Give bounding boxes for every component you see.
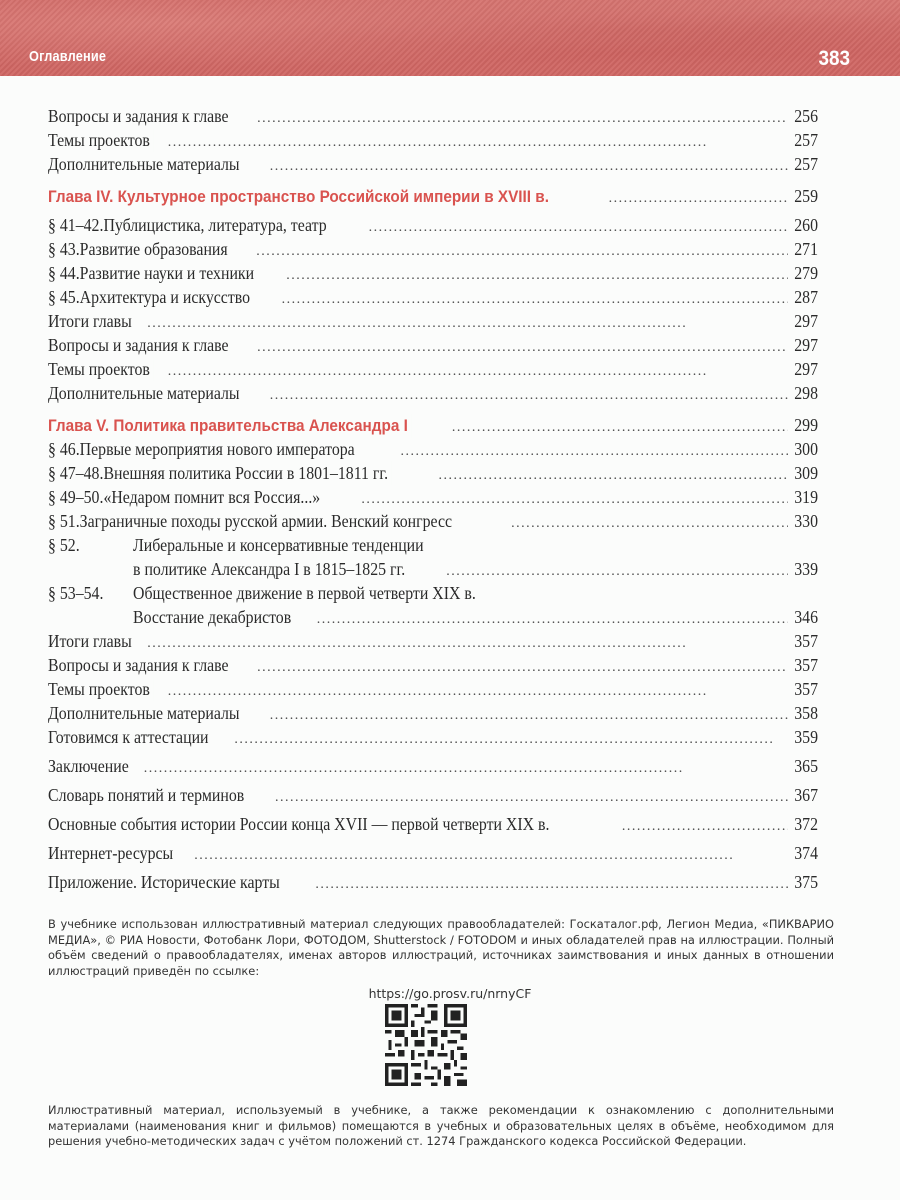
- chapter-title: Глава IV. Культурное пространство Российской империи в XVIII в.: [48, 185, 553, 209]
- section-number: § 46.: [48, 439, 80, 459]
- dot-leader: [270, 384, 788, 408]
- toc-entry[interactable]: Итоги главы . . . 357: [48, 629, 818, 653]
- toc-section[interactable]: § 45.Архитектура и искусство . . . 287: [48, 285, 818, 309]
- toc-section[interactable]: § 51.Заграничные походы русской армии. Венский конгресс . . . 330: [48, 509, 818, 533]
- page-ref: 358: [792, 701, 818, 725]
- chapter-title: Глава V. Политика правительства Александра I: [48, 414, 411, 438]
- toc-section[interactable]: § 44.Развитие науки и техники . . . 279: [48, 261, 818, 285]
- qr-code-icon[interactable]: [385, 1004, 467, 1086]
- dot-leader: [622, 815, 788, 839]
- page-ref: 374: [792, 841, 818, 865]
- page-ref: 279: [792, 261, 818, 285]
- toc-chapter-4[interactable]: [48, 184, 818, 208]
- toc-entry[interactable]: Вопросы и задания к главе . . . 357: [48, 653, 818, 677]
- page-ref: 260: [792, 213, 818, 237]
- page-ref: 299: [792, 413, 818, 437]
- section-number: § 44.: [48, 263, 80, 283]
- toc-section[interactable]: § 53–54. Общественное движение в первой четверти XIX в. Восстание декабристов . . . 346: [48, 581, 818, 629]
- page-number: 383: [818, 47, 850, 70]
- page-ref: 357: [792, 629, 818, 653]
- dot-leader: [609, 187, 788, 211]
- page-ref: 339: [792, 557, 818, 581]
- page-ref: 287: [792, 285, 818, 309]
- page-ref: 298: [792, 381, 818, 405]
- page-ref: 271: [792, 237, 818, 261]
- page-ref: 365: [792, 754, 818, 778]
- page-ref: 367: [792, 783, 818, 807]
- toc-entry[interactable]: Темы проектов . . . 357: [48, 677, 818, 701]
- page-ref: 256: [792, 104, 818, 128]
- toc-entry[interactable]: Темы проектов . . . 297: [48, 357, 818, 381]
- header-band: [0, 0, 900, 76]
- section-title: Оглавление: [29, 48, 107, 65]
- legal-note: Иллюстративный материал, используемый в учебнике, а также рекомендации к ознакомлению с дополнительными материалами (наименования книг и фильмов) помещаются в учебных и образовательных целях в объёме, необходимом для решения учебно-методических задач с учётом положений ст. 1274 Гражданского кодекса Российской Федерации.: [48, 1103, 834, 1148]
- page-ref: 346: [792, 605, 818, 629]
- page-ref: 257: [792, 128, 818, 152]
- toc-section[interactable]: § 41–42.Публицистика, литература, театр . . . 260: [48, 213, 818, 237]
- toc-entry[interactable]: Дополнительные материалы . . . 257: [48, 152, 818, 176]
- dot-leader: [275, 786, 788, 810]
- dot-leader: [194, 844, 788, 868]
- dot-leader: [270, 155, 788, 179]
- toc-back-matter[interactable]: Интернет-ресурсы . . . 374: [48, 841, 818, 865]
- dot-leader: [315, 873, 788, 897]
- section-number: § 51.: [48, 511, 80, 531]
- page-ref: 300: [792, 437, 818, 461]
- page-ref: 357: [792, 677, 818, 701]
- toc-section[interactable]: § 49–50.«Недаром помнит вся Россия...» . . . 319: [48, 485, 818, 509]
- page-ref: 359: [792, 725, 818, 749]
- toc-section[interactable]: § 43.Развитие образования . . . 271: [48, 237, 818, 261]
- page-ref: 357: [792, 653, 818, 677]
- page-ref: 375: [792, 870, 818, 894]
- section-number: § 47–48.: [48, 463, 104, 483]
- toc-back-matter[interactable]: Приложение. Исторические карты . . . 375: [48, 870, 818, 894]
- credits-link[interactable]: https://go.prosv.ru/nrnyCF: [368, 986, 532, 1001]
- page-ref: 297: [792, 309, 818, 333]
- section-number: § 49–50.: [48, 487, 104, 507]
- toc-section[interactable]: § 46.Первые мероприятия нового императора . . . 300: [48, 437, 818, 461]
- page-ref: 319: [792, 485, 818, 509]
- section-number: § 52.: [48, 535, 80, 555]
- image-credits-note: В учебнике использован иллюстративный материал следующих правообладателей: Госкаталог.рф, Легион Медиа, «ПИКВАРИО МЕДИА», © РИА Новости, Фотобанк Лори, ФОТОДОМ, Shutterstock / FOTODOM и иных обладателей прав на иллюстрации. Полный объём сведений о правообладателях, именах авторов иллюстраций, источниках заимствования и иных данных в отношении иллюстраций приведён по ссылке:: [48, 917, 834, 978]
- dot-leader: [234, 728, 788, 752]
- toc-section[interactable]: § 47–48.Внешняя политика России в 1801–1811 гг. . . . 309: [48, 461, 818, 485]
- section-number: § 53–54.: [48, 583, 104, 603]
- toc-entry[interactable]: Итоги главы . . . 297: [48, 309, 818, 333]
- toc-back-matter[interactable]: Заключение . . . 365: [48, 754, 818, 778]
- page-ref: 297: [792, 357, 818, 381]
- toc-back-matter[interactable]: Словарь понятий и терминов . . . 367: [48, 783, 818, 807]
- page-ref: 330: [792, 509, 818, 533]
- dot-leader: [144, 757, 788, 781]
- page-ref: 309: [792, 461, 818, 485]
- section-number: § 41–42.: [48, 215, 104, 235]
- toc-chapter-5[interactable]: [48, 413, 818, 437]
- page-ref: 297: [792, 333, 818, 357]
- toc-entry[interactable]: Вопросы и задания к главе . . . 256: [48, 104, 818, 128]
- page-ref: 259: [792, 184, 818, 208]
- toc-entry[interactable]: Темы проектов . . . 257: [48, 128, 818, 152]
- toc-entry[interactable]: Дополнительные материалы . . . 358: [48, 701, 818, 725]
- section-number: § 45.: [48, 287, 80, 307]
- section-number: § 43.: [48, 239, 80, 259]
- toc-entry[interactable]: Готовимся к аттестации . . . 359: [48, 725, 818, 749]
- toc-entry[interactable]: Дополнительные материалы . . . 298: [48, 381, 818, 405]
- toc-entry[interactable]: Вопросы и задания к главе . . . 297: [48, 333, 818, 357]
- toc-section[interactable]: § 52. Либеральные и консервативные тенденции в политике Александра I в 1815–1825 гг. . . . 339: [48, 533, 818, 581]
- table-of-contents: [48, 104, 818, 894]
- toc-back-matter[interactable]: Основные события истории России конца XVII — первой четверти XIX в. . . . 372: [48, 812, 818, 836]
- page-ref: 257: [792, 152, 818, 176]
- page-ref: 372: [792, 812, 818, 836]
